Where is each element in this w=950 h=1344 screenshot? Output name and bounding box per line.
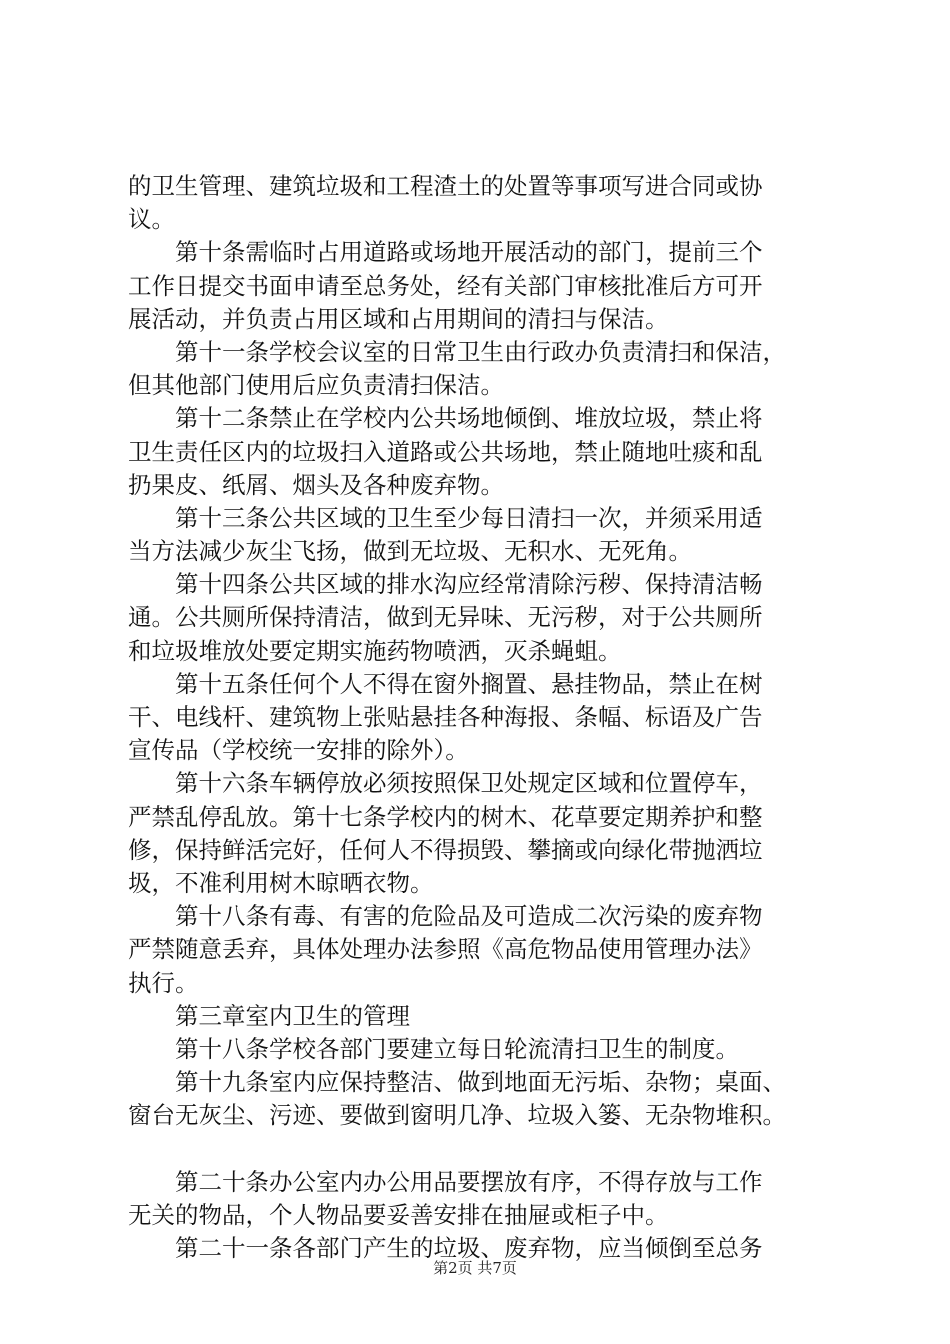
text-line: 扔果皮、纸屑、烟头及各种废弃物。 [128,470,504,499]
text-line: 第十条需临时占用道路或场地开展活动的部门，提前三个 [128,238,763,267]
text-line: 第十九条室内应保持整洁、做到地面无污垢、杂物；桌面、 [128,1068,786,1097]
chapter-heading: 第三章室内卫生的管理 [128,1001,410,1030]
body-text [128,170,836,1265]
text-line: 严禁随意丢弃，具体处理办法参照《高危物品使用管理办法》 [128,935,763,964]
text-line: 第十八条学校各部门要建立每日轮流清扫卫生的制度。 [128,1034,739,1063]
text-line: 但其他部门使用后应负责清扫保洁。 [128,371,504,400]
text-line: 第二十一条各部门产生的垃圾、废弃物，应当倾倒至总务 [128,1234,763,1262]
text-line: 第二十条办公室内办公用品要摆放有序，不得存放与工作 [128,1167,763,1196]
page-number: 第2页 共7页 [433,1259,517,1277]
text-line: 卫生责任区内的垃圾扫入道路或公共场地，禁止随地吐痰和乱 [128,437,763,466]
blank-line [128,1132,836,1165]
text-line: 修，保持鲜活完好，任何人不得损毁、攀摘或向绿化带抛洒垃 [128,835,763,864]
text-line: 议。 [128,205,175,234]
text-line: 窗台无灰尘、污迹、要做到窗明几净、垃圾入篓、无杂物堆积。 [128,1101,786,1130]
text-line: 第十三条公共区域的卫生至少每日清扫一次，并须采用适 [128,503,763,532]
text-line: 通。公共厕所保持清洁，做到无异味、无污秽，对于公共厕所 [128,603,763,632]
text-line: 当方法减少灰尘飞扬，做到无垃圾、无积水、无死角。 [128,537,692,566]
text-line: 执行。 [128,968,199,997]
text-line: 第十五条任何个人不得在窗外搁置、悬挂物品，禁止在树 [128,669,763,698]
text-line: 干、电线杆、建筑物上张贴悬挂各种海报、条幅、标语及广告 [128,703,763,731]
text-line: 第十一条学校会议室的日常卫生由行政办负责清扫和保洁， [128,337,786,366]
text-line: 无关的物品，个人物品要妥善安排在抽屉或柜子中。 [128,1200,669,1229]
text-line: 展活动，并负责占用区域和占用期间的清扫与保洁。 [128,304,669,333]
text-line: 第十八条有毒、有害的危险品及可造成二次污染的废弃物 [128,902,763,931]
text-line: 第十四条公共区域的排水沟应经常清除污秽、保持清洁畅 [128,570,763,599]
text-line: 工作日提交书面申请至总务处，经有关部门审核批准后方可开 [128,271,763,300]
text-line: 圾，不准利用树木晾晒衣物。 [128,868,434,897]
text-line: 和垃圾堆放处要定期实施药物喷洒，灭杀蝇蛆。 [128,636,622,665]
text-line: 的卫生管理、建筑垃圾和工程渣土的处置等事项写进合同或协 [128,172,763,200]
text-line: 严禁乱停乱放。第十七条学校内的树木、花草要定期养护和整 [128,802,763,831]
text-line: 第十六条车辆停放必须按照保卫处规定区域和位置停车， [128,769,763,798]
text-line: 宣传品（学校统一安排的除外）。 [128,736,469,765]
text-line: 第十二条禁止在学校内公共场地倾倒、堆放垃圾，禁止将 [128,404,763,433]
